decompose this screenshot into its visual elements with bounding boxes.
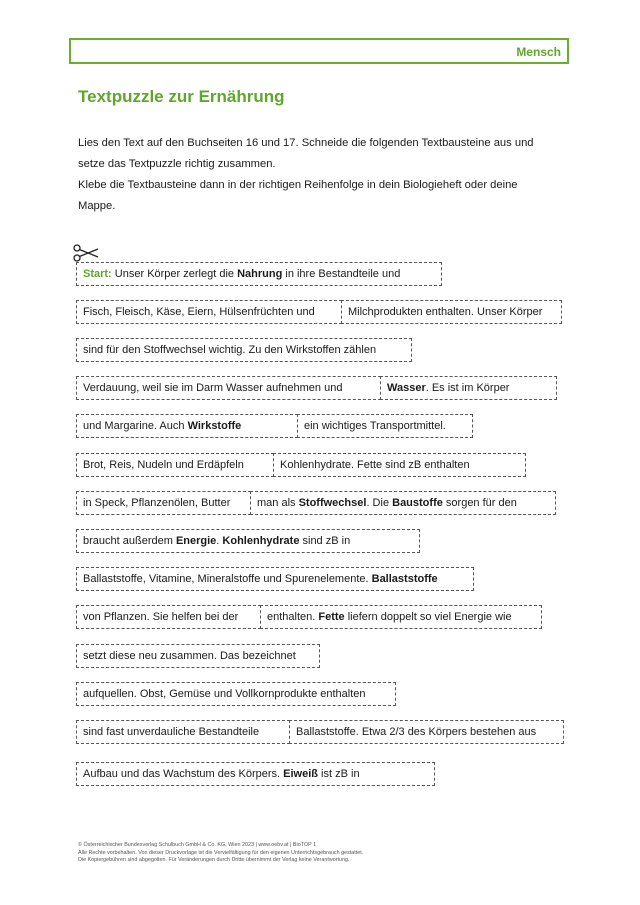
puzzle-piece [76, 644, 320, 668]
piece-text: . Es ist im Körper [425, 382, 510, 394]
puzzle-piece [76, 262, 442, 286]
puzzle-piece [76, 453, 274, 477]
puzzle-piece [76, 491, 251, 515]
keyword-text: Wasser [387, 382, 426, 394]
footer [78, 842, 578, 865]
piece-text: ist zB in [318, 768, 360, 780]
puzzle-piece [76, 720, 290, 744]
piece-text: Ballaststoffe. Etwa 2/3 des Körpers bestehen aus [296, 726, 537, 738]
puzzle-piece [297, 414, 473, 438]
keyword-text: Nahrung [237, 268, 283, 280]
piece-text: Fisch, Fleisch, Käse, Eiern, Hülsenfrüchten und [83, 306, 315, 318]
puzzle-piece [76, 605, 261, 629]
puzzle-piece [76, 376, 381, 400]
keyword-text: Baustoffe [392, 497, 443, 509]
piece-text: aufquellen. Obst, Gemüse und Vollkornprodukte enthalten [83, 688, 366, 700]
footer-line: Die Kopiergebühren sind abgegolten. Für Veränderungen durch Dritte übernimmt der Verlag keine Verantwortung. [78, 857, 350, 863]
puzzle-piece [76, 529, 420, 553]
puzzle-piece [260, 605, 542, 629]
piece-text: Ballaststoffe, Vitamine, Mineralstoffe und Spurenelemente. [83, 573, 372, 585]
footer-line: Alle Rechte vorbehalten. Von dieser Druckvorlage ist die Vervielfältigung für den eigenen Unterrichtsgebrauch gestattet. [78, 849, 364, 856]
instructions [78, 133, 598, 217]
puzzle-piece [273, 453, 526, 477]
puzzle-piece [76, 567, 474, 591]
puzzle-piece [76, 682, 396, 706]
piece-text: sind fast unverdauliche Bestandteile [83, 726, 260, 738]
keyword-text: Fette [318, 611, 345, 623]
puzzle-piece [250, 491, 556, 515]
puzzle-piece [76, 414, 298, 438]
instruction-line: Mappe. [78, 200, 116, 212]
piece-text: Kohlenhydrate. Fette sind zB enthalten [280, 459, 470, 471]
piece-text: sind für den Stoffwechsel wichtig. Zu den Wirkstoffen zählen [83, 344, 377, 356]
piece-text: enthalten. [267, 611, 319, 623]
piece-text: sorgen für den [442, 497, 517, 509]
piece-text: von Pflanzen. Sie helfen bei der [83, 611, 239, 623]
piece-text: Verdauung, weil sie im Darm Wasser aufnehmen und [83, 382, 343, 394]
keyword-text: Ballaststoffe [371, 573, 438, 585]
keyword-text: Kohlenhydrate [222, 535, 300, 547]
keyword-text: Eiweiß [283, 768, 318, 780]
keyword-text: Energie [175, 535, 217, 547]
piece-text: sind zB in [299, 535, 351, 547]
piece-text: Unser Körper zerlegt die [111, 268, 238, 280]
subject-label: Mensch [516, 45, 561, 59]
page-title: Textpuzzle zur Ernährung [78, 87, 285, 106]
puzzle-piece [341, 300, 562, 324]
puzzle-piece [76, 338, 412, 362]
piece-text: ein wichtiges Transportmittel. [304, 420, 446, 432]
piece-text: Brot, Reis, Nudeln und Erdäpfeln [83, 459, 244, 471]
footer-line: © Österreichischer Bundesverlag Schulbuch GmbH & Co. KG, Wien 2023 | www.oebv.at | BioTOP 1 [78, 842, 317, 848]
start-label: Start: [83, 268, 112, 280]
puzzle-piece [76, 762, 435, 786]
keyword-text: Stoffwechsel [298, 497, 367, 509]
header-box [69, 38, 569, 64]
piece-text: man als [257, 497, 299, 509]
piece-text: setzt diese neu zusammen. Das bezeichnet [83, 650, 296, 662]
puzzle-piece [289, 720, 564, 744]
piece-text: braucht außerdem [83, 535, 176, 547]
scissors-icon [72, 244, 100, 262]
piece-text: liefern doppelt so viel Energie wie [344, 611, 512, 623]
instruction-line: Lies den Text auf den Buchseiten 16 und 17. Schneide die folgenden Textbausteine aus und [78, 137, 534, 149]
piece-text: . Die [366, 497, 393, 509]
piece-text: und Margarine. Auch [83, 420, 188, 432]
piece-text: in ihre Bestandteile und [282, 268, 401, 280]
piece-text: Milchprodukten enthalten. Unser Körper [348, 306, 543, 318]
instruction-line: setze das Textpuzzle richtig zusammen. [78, 158, 276, 170]
piece-text: in Speck, Pflanzenölen, Butter [83, 497, 231, 509]
piece-text: Aufbau und das Wachstum des Körpers. [83, 768, 284, 780]
keyword-text: Wirkstoffe [187, 420, 242, 432]
puzzle-piece [76, 300, 342, 324]
piece-text: . [216, 535, 223, 547]
puzzle-piece [380, 376, 557, 400]
instruction-line: Klebe die Textbausteine dann in der richtigen Reihenfolge in dein Biologieheft oder deine [78, 179, 518, 191]
